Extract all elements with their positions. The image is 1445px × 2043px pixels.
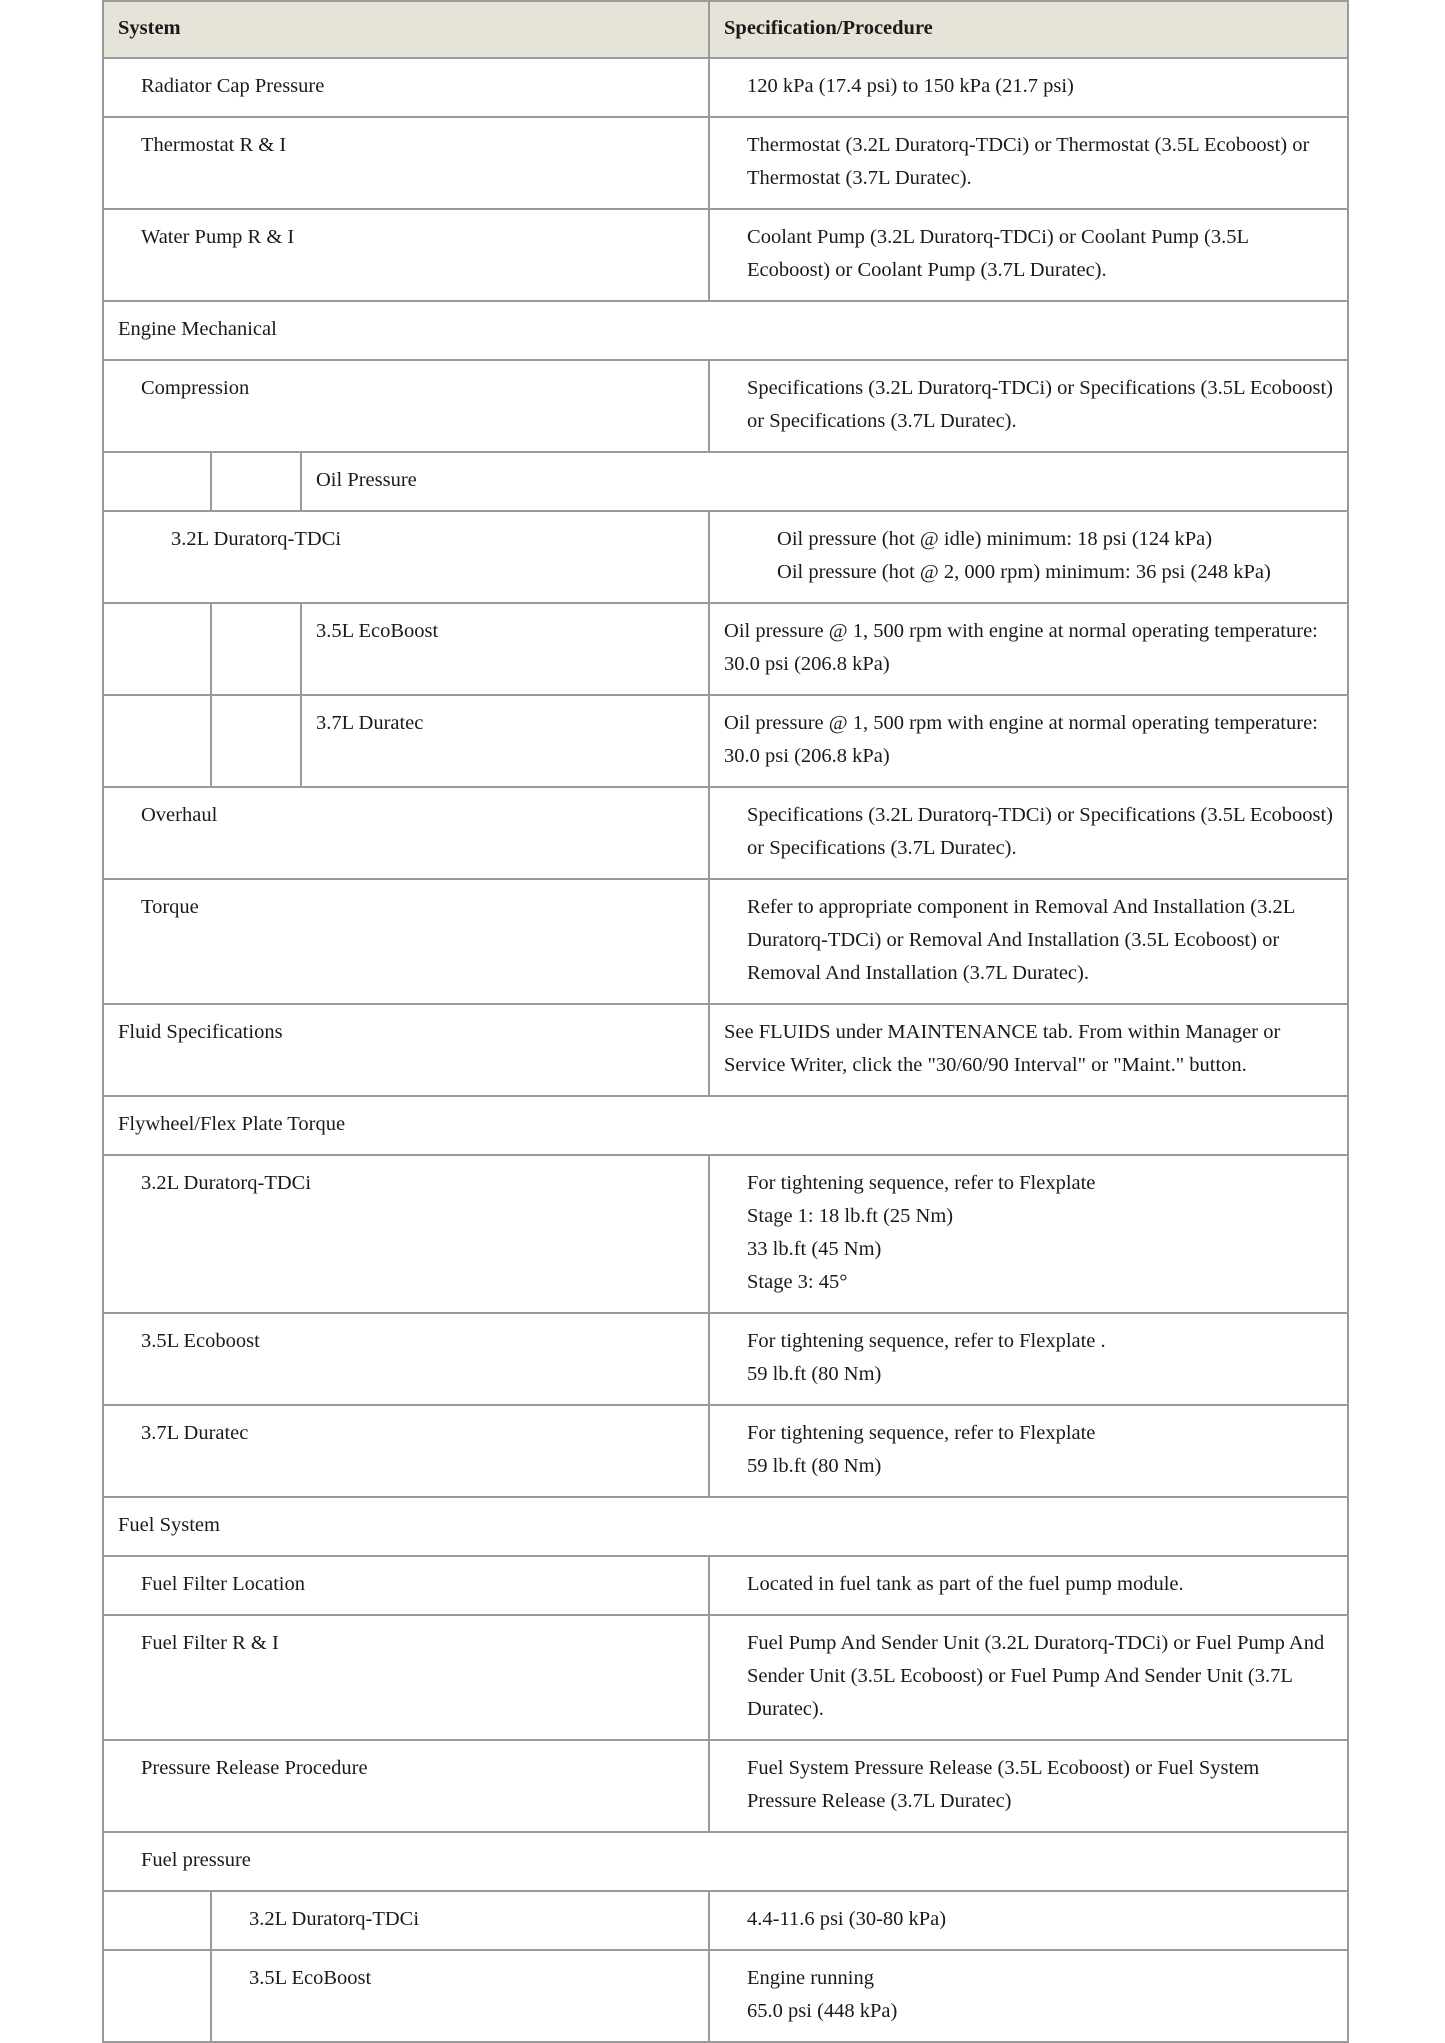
table-row	[103, 603, 1348, 695]
value-line: 65.0 psi (448 kPa)	[747, 2000, 898, 2022]
row-label: 3.5L EcoBoost	[301, 603, 709, 695]
table-row	[103, 1556, 1348, 1615]
row-label: 3.2L Duratorq-TDCi	[103, 1155, 709, 1313]
table-row	[103, 787, 1348, 879]
value-line: Stage 3: 45°	[747, 1271, 848, 1293]
row-value: Coolant Pump (3.2L Duratorq-TDCi) or Coolant Pump (3.5L Ecoboost) or Coolant Pump (3.7L Duratec).	[709, 209, 1348, 301]
value-line: Oil pressure (hot @ idle) minimum: 18 psi (124 kPa)	[777, 528, 1213, 550]
value-line: Oil pressure (hot @ 2, 000 rpm) minimum: 36 psi (248 kPa)	[777, 561, 1271, 583]
row-value	[709, 1155, 1348, 1313]
table-row	[103, 209, 1348, 301]
section-heading-engine-mechanical: Engine Mechanical	[103, 301, 1348, 360]
subsection-heading-oil-pressure: Oil Pressure	[301, 452, 1348, 511]
row-value: Fuel System Pressure Release (3.5L Ecoboost) or Fuel System Pressure Release (3.7L Duratec)	[709, 1740, 1348, 1832]
section-heading-fuel-system: Fuel System	[103, 1497, 1348, 1556]
subsection-row	[103, 1832, 1348, 1891]
value-line: For tightening sequence, refer to Flexplate .	[747, 1330, 1106, 1352]
value-line: 33 lb.ft (45 Nm)	[747, 1238, 882, 1260]
row-label: 3.7L Duratec	[301, 695, 709, 787]
row-label: Overhaul	[103, 787, 709, 879]
row-label: 3.7L Duratec	[103, 1405, 709, 1497]
table-row	[103, 695, 1348, 787]
empty-cell	[103, 452, 211, 511]
row-label: Fluid Specifications	[103, 1004, 709, 1096]
table-header-row	[103, 1, 1348, 58]
row-label: Fuel Filter R & I	[103, 1615, 709, 1740]
value-line: For tightening sequence, refer to Flexplate	[747, 1172, 1096, 1194]
row-value: Specifications (3.2L Duratorq-TDCi) or Specifications (3.5L Ecoboost) or Specifications (3.7L Duratec).	[709, 360, 1348, 452]
row-value: Fuel Pump And Sender Unit (3.2L Duratorq-TDCi) or Fuel Pump And Sender Unit (3.5L Ecoboost) or Fuel Pump And Sender Unit (3.7L Duratec).	[709, 1615, 1348, 1740]
row-label: Torque	[103, 879, 709, 1004]
subsection-row	[103, 452, 1348, 511]
table-row	[103, 1740, 1348, 1832]
row-value: 120 kPa (17.4 psi) to 150 kPa (21.7 psi)	[709, 58, 1348, 117]
empty-cell	[103, 1950, 211, 2042]
table-row	[103, 58, 1348, 117]
section-heading-flywheel: Flywheel/Flex Plate Torque	[103, 1096, 1348, 1155]
row-value: Oil pressure @ 1, 500 rpm with engine at normal operating temperature: 30.0 psi (206.8 kPa)	[709, 695, 1348, 787]
value-line: Stage 1: 18 lb.ft (25 Nm)	[747, 1205, 954, 1227]
header-system: System	[103, 1, 709, 58]
row-value	[709, 511, 1348, 603]
row-label: 3.5L EcoBoost	[211, 1950, 709, 2042]
value-line: 59 lb.ft (80 Nm)	[747, 1455, 882, 1477]
value-line: 59 lb.ft (80 Nm)	[747, 1363, 882, 1385]
section-row	[103, 1096, 1348, 1155]
subsection-heading-fuel-pressure: Fuel pressure	[103, 1832, 1348, 1891]
table-row	[103, 1004, 1348, 1096]
section-row	[103, 1497, 1348, 1556]
value-line: For tightening sequence, refer to Flexplate	[747, 1422, 1096, 1444]
row-value: Oil pressure @ 1, 500 rpm with engine at normal operating temperature: 30.0 psi (206.8 kPa)	[709, 603, 1348, 695]
empty-cell	[103, 695, 211, 787]
row-label: 3.2L Duratorq-TDCi	[211, 1891, 709, 1950]
section-row	[103, 301, 1348, 360]
empty-cell	[211, 695, 301, 787]
table-row	[103, 1891, 1348, 1950]
row-label: 3.2L Duratorq-TDCi	[103, 511, 709, 603]
row-value: 4.4-11.6 psi (30-80 kPa)	[709, 1891, 1348, 1950]
table-row	[103, 360, 1348, 452]
table-row	[103, 879, 1348, 1004]
row-label: Water Pump R & I	[103, 209, 709, 301]
row-label: Compression	[103, 360, 709, 452]
table-row	[103, 1615, 1348, 1740]
table-row	[103, 1950, 1348, 2042]
row-label: Pressure Release Procedure	[103, 1740, 709, 1832]
table-row	[103, 511, 1348, 603]
row-label: Thermostat R & I	[103, 117, 709, 209]
table-row	[103, 117, 1348, 209]
table-row	[103, 1405, 1348, 1497]
row-value: Located in fuel tank as part of the fuel pump module.	[709, 1556, 1348, 1615]
empty-cell	[211, 603, 301, 695]
empty-cell	[103, 1891, 211, 1950]
table-row	[103, 1155, 1348, 1313]
empty-cell	[211, 452, 301, 511]
row-value: Refer to appropriate component in Removal And Installation (3.2L Duratorq-TDCi) or Removal And Installation (3.5L Ecoboost) or Removal And Installation (3.7L Duratec).	[709, 879, 1348, 1004]
row-label: 3.5L Ecoboost	[103, 1313, 709, 1405]
row-value: See FLUIDS under MAINTENANCE tab. From within Manager or Service Writer, click the "30/60/90 Interval" or "Maint." button.	[709, 1004, 1348, 1096]
row-label: Radiator Cap Pressure	[103, 58, 709, 117]
table-row	[103, 1313, 1348, 1405]
row-label: Fuel Filter Location	[103, 1556, 709, 1615]
value-line: Engine running	[747, 1967, 874, 1989]
row-value: Thermostat (3.2L Duratorq-TDCi) or Thermostat (3.5L Ecoboost) or Thermostat (3.7L Duratec).	[709, 117, 1348, 209]
row-value	[709, 1950, 1348, 2042]
row-value: Specifications (3.2L Duratorq-TDCi) or Specifications (3.5L Ecoboost) or Specifications (3.7L Duratec).	[709, 787, 1348, 879]
empty-cell	[103, 603, 211, 695]
row-value	[709, 1405, 1348, 1497]
header-specification: Specification/Procedure	[709, 1, 1348, 58]
specifications-table	[102, 0, 1349, 2043]
row-value	[709, 1313, 1348, 1405]
